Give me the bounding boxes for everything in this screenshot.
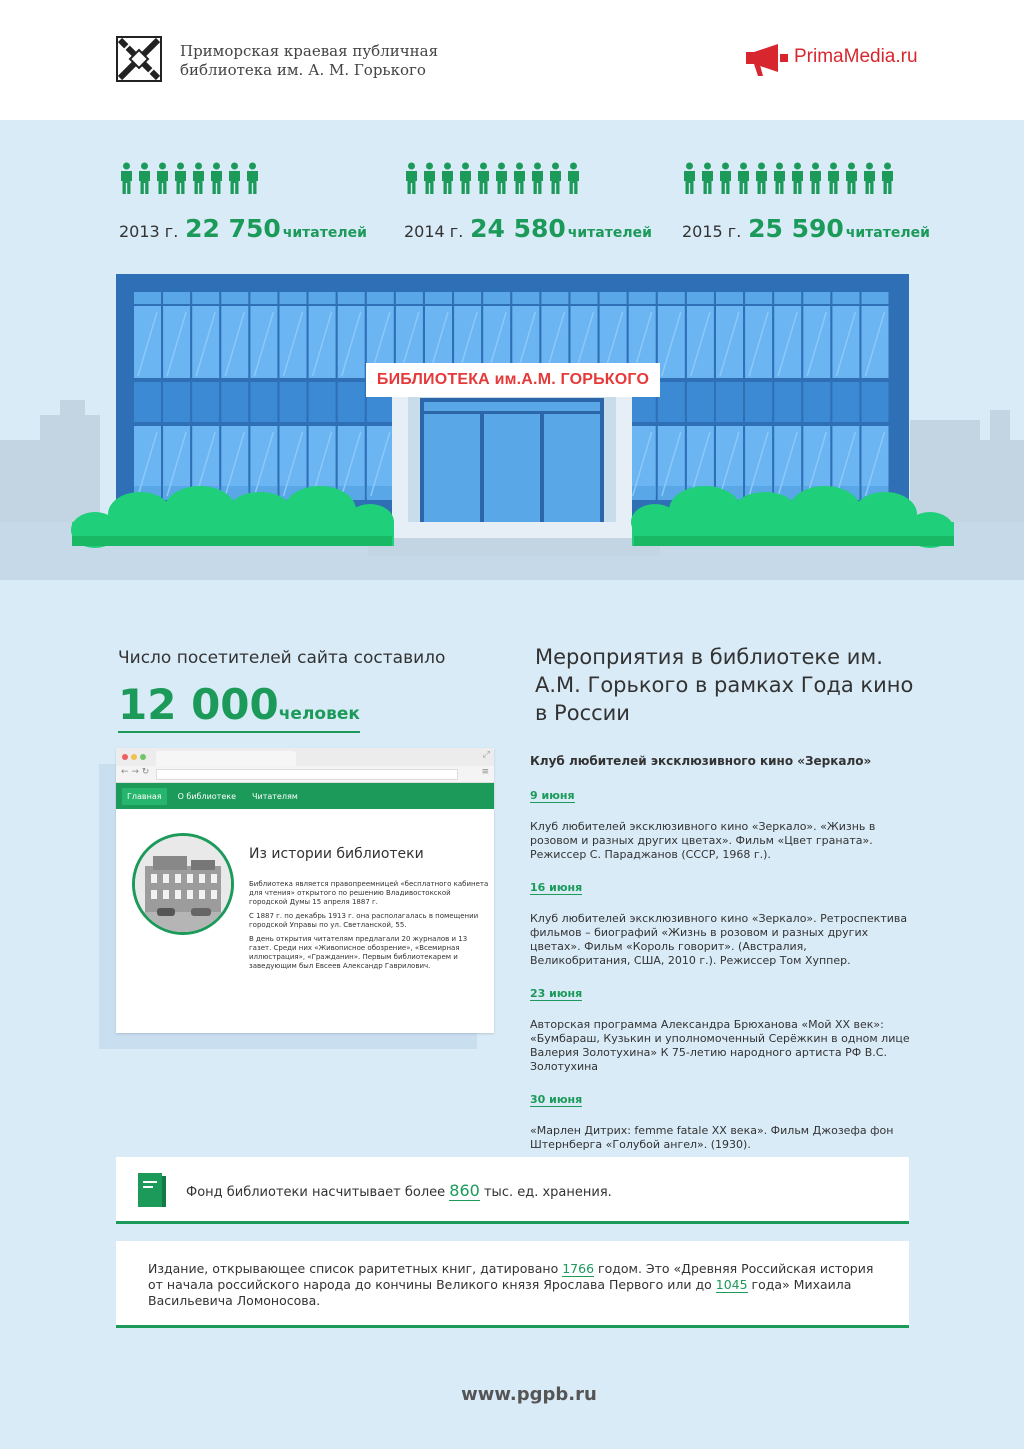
address-bar [156, 769, 458, 780]
person-icon [754, 162, 769, 194]
nav-about: О библиотеке [177, 791, 237, 801]
library-name-line1: Приморская краевая публичная [180, 42, 439, 60]
person-icon [808, 162, 823, 194]
person-icon [790, 162, 805, 194]
person-icon [736, 162, 751, 194]
stat-count: 24 580 [470, 214, 566, 243]
person-icon [440, 162, 455, 194]
library-sign: БИБЛИОТЕКА им.А.М. ГОРЬКОГО [366, 363, 660, 397]
stat-line [404, 214, 652, 243]
event-item [530, 1088, 910, 1152]
maximize-dot-icon [140, 754, 146, 760]
event-item [530, 784, 910, 862]
person-icon [826, 162, 841, 194]
library-photo [132, 833, 234, 935]
partner-name[interactable]: PrimaMedia.ru [794, 46, 918, 67]
event-date: 23 июня [530, 987, 583, 1000]
person-icon [880, 162, 895, 194]
person-icon [512, 162, 527, 194]
rare-book-card [116, 1241, 909, 1328]
stat-line [682, 214, 930, 243]
history-paragraph: С 1887 г. по декабрь 1913 г. она располагалась в помещении городской Управы по ул. Светланской, 55. [249, 912, 479, 929]
minimize-dot-icon [131, 754, 137, 760]
visitors-unit: человек [278, 704, 360, 724]
stat-count: 25 590 [748, 214, 844, 243]
rare-year-1045: 1045 [715, 1277, 748, 1292]
nav-readers: Читателям [252, 791, 298, 801]
person-icon [718, 162, 733, 194]
person-icon [155, 162, 170, 194]
stat-line [119, 214, 367, 243]
event-date: 9 июня [530, 789, 575, 802]
person-icon [700, 162, 715, 194]
megaphone-icon [744, 42, 790, 78]
stat-2013 [119, 162, 367, 243]
visitors-title: Число посетителей сайта составило [118, 648, 446, 668]
person-icon [476, 162, 491, 194]
old-building-photo-icon [135, 836, 231, 932]
person-icon [494, 162, 509, 194]
stat-year: 2013 г. [119, 222, 179, 241]
people-icons [682, 162, 930, 198]
visitors-count: 12 000 [118, 680, 279, 729]
person-icon [119, 162, 134, 194]
book-icon [138, 1173, 166, 1207]
visitors-count-block [118, 680, 360, 733]
person-icon [862, 162, 877, 194]
nav-home: Главная [122, 788, 167, 805]
person-icon [566, 162, 581, 194]
stat-unit: читателей [282, 225, 367, 241]
person-icon [404, 162, 419, 194]
library-name [180, 42, 438, 80]
person-icon [682, 162, 697, 194]
event-text: Клуб любителей эксклюзивного кино «Зеркало». Ретроспектива фильмов – биографий «Жизнь в розовом и разных других цветах». Фильм «Король говорит». (Австралия, Великобритания, США, 2010 г.). Режиссер Том Хуппер. [530, 912, 908, 967]
site-nav [116, 783, 494, 809]
events-title: Мероприятия в библиотеке им. А.М. Горького в рамках Года кино в России [535, 645, 914, 725]
stat-2015 [682, 162, 930, 243]
event-text: Клуб любителей эксклюзивного кино «Зеркало». «Жизнь в розовом и разных других цветах». Фильм «Цвет граната». Режиссер С. Параджанов (СССР, 1968 г.). [530, 820, 876, 861]
header [0, 0, 1024, 120]
browser-toolbar [116, 766, 494, 783]
rare-book-text [148, 1261, 888, 1309]
stat-year: 2015 г. [682, 222, 742, 241]
library-name-line2: библиотека им. А. М. Горького [180, 61, 426, 79]
stat-count: 22 750 [185, 214, 281, 243]
history-paragraph: В день открытия читателям предлагали 20 журналов и 13 газет. Среди них «Живописное обозрение», «Всемирная иллюстрация», «Гражданин». Первым библиотекарем и заведующим был Евсеев Александр Гаврилович. [249, 935, 468, 970]
event-text: «Марлен Дитрих: femme fatale XX века». Фильм Джозефа фон Штернберга «Голубой ангел». (1930). [530, 1124, 894, 1151]
event-text: Авторская программа Александра Брюханова «Мой XX век»: «Бумбараш, Кузькин и уполномоченный Серёжкин в одном лице Валерия Золотухина» К 75-летию народного артиста РФ В.С. Золотухина [530, 1018, 910, 1073]
rare-year-1766: 1766 [562, 1261, 595, 1276]
stat-2014 [404, 162, 652, 243]
person-icon [209, 162, 224, 194]
browser-mockup [116, 748, 494, 1033]
fund-text [186, 1181, 612, 1200]
footer-url[interactable]: www.pgpb.ru [461, 1384, 597, 1405]
people-icons [404, 162, 652, 198]
events-list [530, 784, 910, 1166]
stat-unit: читателей [845, 225, 930, 241]
person-icon [772, 162, 787, 194]
person-icon [548, 162, 563, 194]
menu-icon: ≡ [481, 767, 489, 777]
event-date: 30 июня [530, 1093, 583, 1106]
fund-number: 860 [449, 1181, 480, 1200]
history-title: Из истории библиотеки [249, 846, 424, 862]
stat-year: 2014 г. [404, 222, 464, 241]
history-paragraph: Библиотека является правопреемницей «бесплатного кабинета для чтения» открытого по решению Владивостокской городской Думы 15 апреля 1887 г. [249, 880, 489, 906]
browser-tab [156, 751, 296, 766]
stat-unit: читателей [567, 225, 652, 241]
rare-text-part1: Издание, открывающее список раритетных книг, датировано [148, 1261, 559, 1276]
person-icon [245, 162, 260, 194]
person-icon [227, 162, 242, 194]
person-icon [422, 162, 437, 194]
back-forward-reload-icon: ← → ↻ [121, 767, 150, 777]
person-icon [137, 162, 152, 194]
events-subtitle: Клуб любителей эксклюзивного кино «Зеркало» [530, 754, 872, 768]
history-text [249, 880, 489, 976]
rare-text-part2: годом. Это «Древняя Российская история от начала российского народа до кончины Великого князя Ярослава Первого или до [148, 1261, 874, 1292]
browser-titlebar [116, 748, 494, 766]
fund-text-before: Фонд библиотеки насчитывает более [186, 1185, 446, 1200]
close-dot-icon [122, 754, 128, 760]
person-icon [844, 162, 859, 194]
event-date: 16 июня [530, 881, 583, 894]
people-icons [119, 162, 367, 198]
rare-text-part3: года» Михаила Васильевича Ломоносова. [148, 1277, 852, 1308]
event-item [530, 876, 910, 968]
event-item [530, 982, 910, 1074]
expand-icon: ⤢ [482, 750, 490, 760]
person-icon [191, 162, 206, 194]
library-building-illustration [0, 250, 1024, 580]
library-logo-icon [116, 36, 162, 82]
person-icon [458, 162, 473, 194]
fund-card [116, 1157, 909, 1224]
person-icon [530, 162, 545, 194]
fund-text-after: тыс. ед. хранения. [483, 1185, 612, 1200]
person-icon [173, 162, 188, 194]
